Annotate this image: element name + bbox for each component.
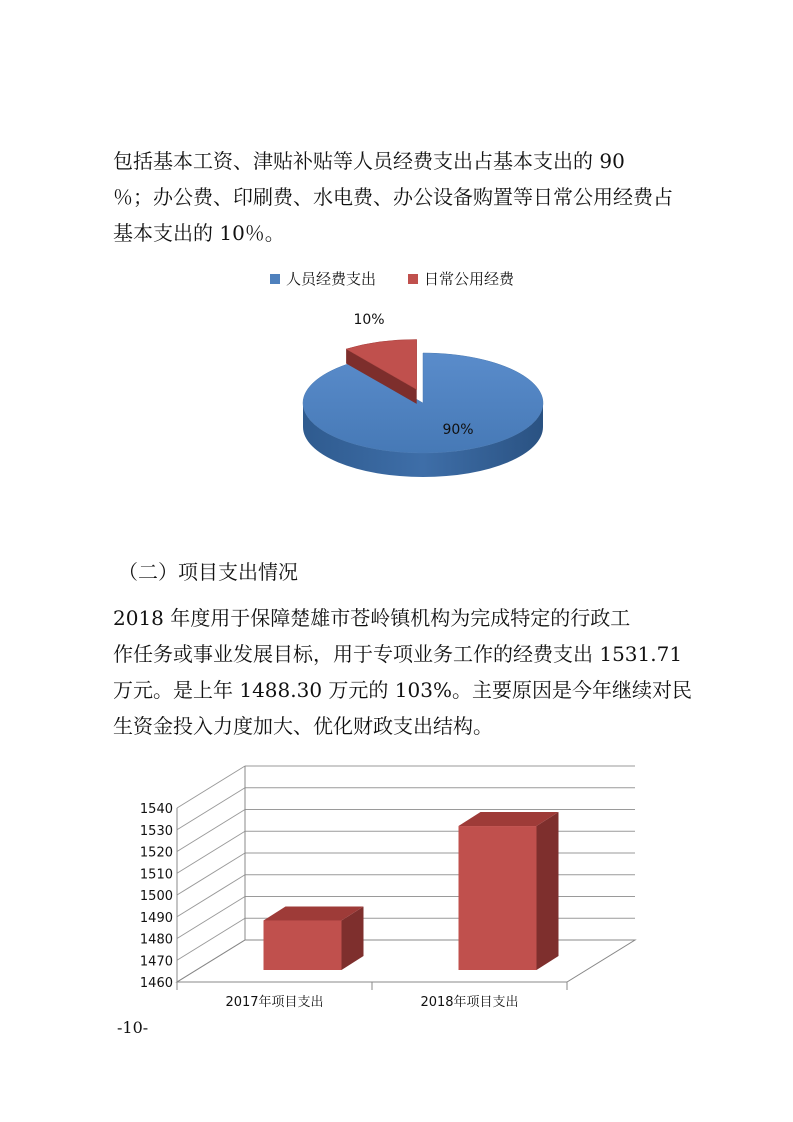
legend-item-public — [408, 268, 514, 289]
paragraph-line: 生资金投入力度加大、优化财政支出结构。 — [113, 714, 493, 738]
y-tick-label: 1480 — [139, 932, 173, 948]
y-tick-label: 1530 — [139, 823, 173, 839]
data-label-90: 90% — [442, 422, 474, 438]
y-tick-label: 1490 — [139, 910, 173, 926]
grid-line-side — [177, 875, 245, 917]
paragraph-line: 包括基本工资、津贴补贴等人员经费支出占基本支出的 90 — [113, 149, 625, 173]
data-label-10: 10% — [353, 312, 385, 328]
pie-slice-personnel — [303, 353, 543, 453]
x-tick-label: 2017年项目支出 — [225, 995, 324, 1010]
y-tick-label: 1520 — [139, 845, 173, 861]
grid-line-side — [177, 831, 245, 873]
paragraph-project-expenses — [113, 600, 698, 744]
page-number: -10- — [117, 1018, 149, 1037]
paragraph-line: 作任务或事业发展目标，用于专项业务工作的经费支出 1531.71 — [113, 642, 683, 666]
bar-2 — [459, 812, 559, 970]
bar-1 — [264, 906, 364, 970]
pie-chart — [290, 300, 560, 490]
bar-chart — [115, 760, 655, 1020]
grid-line-side — [177, 810, 245, 852]
grid-line-side — [177, 766, 245, 808]
y-tick-label: 1540 — [139, 802, 173, 817]
legend-label: 人员经费支出 — [286, 270, 377, 288]
grid-line-side — [177, 918, 245, 960]
legend-swatch-blue — [270, 274, 280, 284]
chart-floor — [177, 940, 635, 982]
grid-line-side — [177, 788, 245, 830]
y-tick-label: 1500 — [139, 889, 173, 904]
y-tick-label: 1510 — [139, 867, 173, 883]
grid-line-side — [177, 853, 245, 895]
paragraph-line: 万元。是上年 1488.30 万元的 103%。主要原因是今年继续对民 — [113, 678, 692, 702]
grid-line-side — [177, 897, 245, 939]
y-tick-label: 1460 — [139, 976, 173, 991]
bar-side — [537, 812, 559, 970]
section-heading: （二）项目支出情况 — [118, 560, 298, 584]
legend-item-personnel — [270, 268, 376, 289]
y-tick-label: 1470 — [139, 954, 173, 970]
legend-label: 日常公用经费 — [424, 270, 515, 288]
pie-legend — [270, 268, 514, 289]
paragraph-line: 2018 年度用于保障楚雄市苍岭镇机构为完成特定的行政工 — [113, 606, 631, 630]
paragraph-line: ％；办公费、印刷费、水电费、办公设备购置等日常公用经费占 — [113, 185, 673, 209]
legend-swatch-red — [408, 274, 418, 284]
bar-front — [459, 826, 537, 970]
x-tick-label: 2018年项目支出 — [420, 995, 519, 1010]
paragraph-line: 基本支出的 10％。 — [113, 221, 285, 245]
bar-front — [264, 920, 342, 970]
paragraph-personnel-expenses — [113, 143, 698, 251]
